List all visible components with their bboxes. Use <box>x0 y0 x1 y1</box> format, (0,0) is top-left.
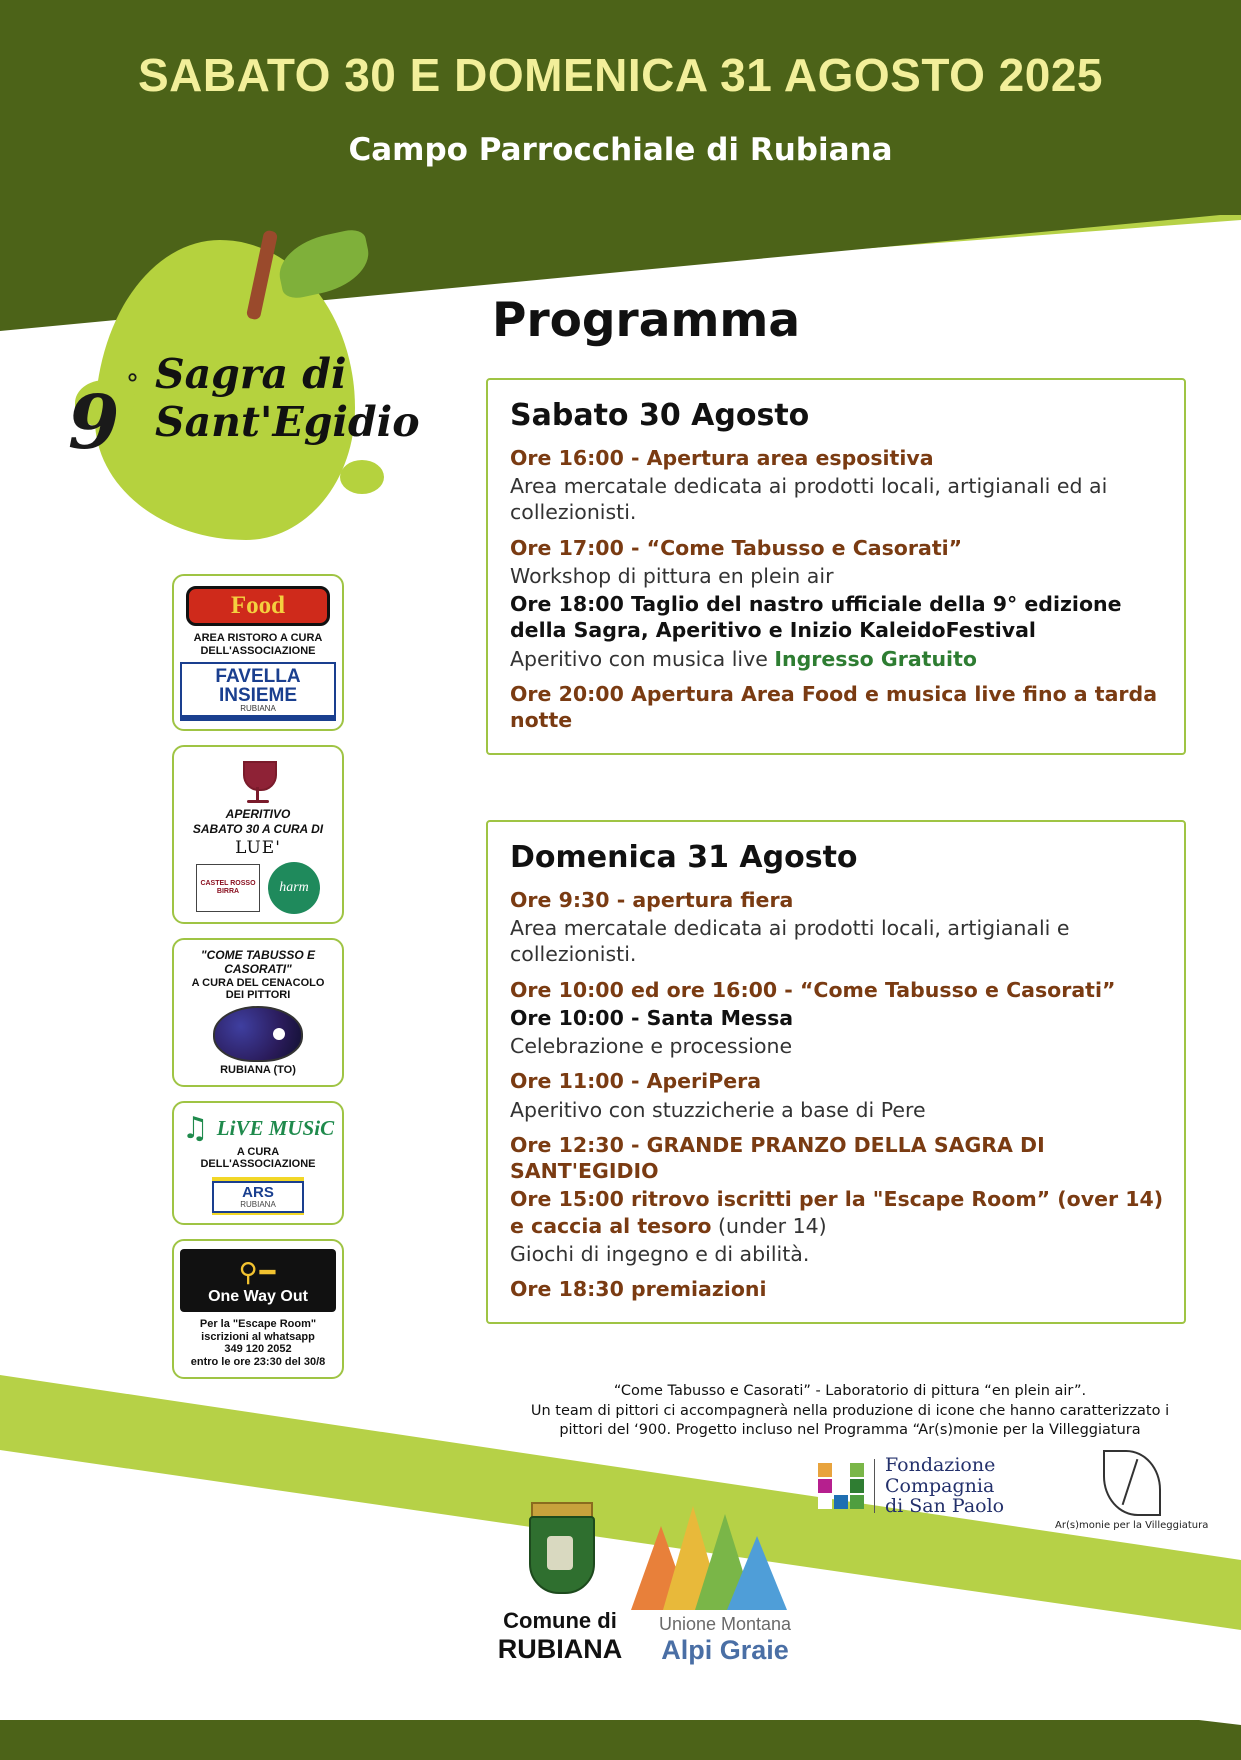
favella-sub: RUBIANA <box>240 704 276 714</box>
page-subtitle: Campo Parrocchiale di Rubiana <box>348 132 893 168</box>
armonie-caption: Ar(s)monie per la Villeggiatura <box>1055 1520 1209 1531</box>
comune-line1: Comune di <box>503 1608 617 1633</box>
armonie-villeggiatura-logo <box>1055 1450 1208 1531</box>
footnote-line3: pittori del ‘900. Progetto incluso nel Programma “Ar(s)monie per la Villeggiatura <box>559 1422 1141 1439</box>
schedule-entry: Ore 17:00 - “Come Tabusso e Casorati” <box>510 535 963 560</box>
sagra-title <box>155 350 420 447</box>
charm-logo: harm <box>268 862 320 914</box>
schedule-entry-suffix: (under 14) <box>711 1213 827 1238</box>
food-badge-label: Food <box>186 586 330 626</box>
footnote <box>500 1382 1200 1441</box>
schedule-entry: Celebrazione e processione <box>510 1034 793 1059</box>
live-music-caption: A CURA DELL'ASSOCIAZIONE <box>200 1145 316 1171</box>
unione-line2: Alpi Graie <box>661 1635 789 1665</box>
comune-line2: RUBIANA <box>497 1634 623 1664</box>
schedule-entry: Ore 12:30 - GRANDE PRANZO DELLA SAGRA DI SANT'EGIDIO <box>510 1132 1045 1184</box>
one-way-out-label: One Way Out <box>208 1288 308 1306</box>
unione-montana-alpi-graie-logo <box>625 1500 825 1666</box>
schedule-entry: Ore 9:30 - apertura fiera <box>510 888 794 912</box>
footnote-line2: Un team di pittori ci accompagnerà nella produzione di icone che hanno caratterizzato i <box>530 1402 1170 1419</box>
sagra-logo <box>40 230 420 560</box>
fcsp-line1: Fondazione <box>885 1454 996 1476</box>
sponsor-card-live-music <box>172 1101 344 1225</box>
ars-line1: ARS <box>242 1184 274 1202</box>
fondazione-compagnia-di-san-paolo-logo <box>818 1455 1004 1517</box>
key-icon: ⚲━ <box>238 1257 278 1288</box>
owo-caption-line2: iscrizioni al whatsapp <box>201 1330 315 1343</box>
schedule-entry-highlight: Ingresso Gratuito <box>774 646 977 671</box>
left-sponsor-column <box>40 230 420 1379</box>
sponsor-card-cenacolo-pittori <box>172 938 344 1087</box>
schedule-entry: Ore 18:30 premiazioni <box>510 1277 767 1302</box>
mountain-peaks-icon <box>625 1500 825 1610</box>
leaf-icon <box>273 227 375 301</box>
fcsp-line3: di San Paolo <box>885 1495 1005 1518</box>
food-caption-line2: DELL'ASSOCIAZIONE <box>200 644 316 657</box>
sponsor-card-one-way-out <box>172 1239 344 1379</box>
schedule-entry: Area mercatale dedicata ai prodotti locali, artigianali e collezionisti. <box>510 916 1070 967</box>
schedule-entry: Ore 20:00 Apertura Area Food e musica live fino a tarda notte <box>510 681 1158 733</box>
day-title-sunday: Domenica 31 Agosto <box>510 840 858 875</box>
schedule-entry <box>510 646 1164 672</box>
paint-palette-icon <box>213 1006 303 1062</box>
schedule-entry: Ore 10:00 - Santa Messa <box>510 1005 794 1030</box>
footnote-line1: “Come Tabusso e Casorati” - Laboratorio di pittura “en plein air”. <box>613 1383 1087 1399</box>
sagra-title-line1: Sagra di <box>155 350 347 398</box>
schedule-entry: Ore 11:00 - AperiPera <box>510 1069 762 1094</box>
tabusso-caption-line3: A CURA DEL CENACOLO <box>191 976 325 989</box>
wine-glass-icon <box>235 755 281 805</box>
sponsor-card-food <box>172 574 344 731</box>
schedule-entry: Ore 16:00 - Apertura area espositiva <box>510 446 934 470</box>
programma-day-sunday <box>486 820 1186 1324</box>
fcsp-line2: Compagnia <box>885 1474 995 1497</box>
live-music-label: LiVE MUSiC <box>216 1115 335 1140</box>
owo-phone[interactable]: 349 120 2052 <box>224 1343 292 1356</box>
programma-heading: Programma <box>492 293 801 348</box>
edition-degree-symbol: ° <box>126 370 139 400</box>
castel-rosso-logo: CASTEL ROSSO BIRRA <box>196 864 260 912</box>
schedule-entry <box>510 1186 1164 1238</box>
ars-sub: RUBIANA <box>240 1199 276 1209</box>
schedule-entry: Aperitivo con stuzzicherie a base di Pere <box>510 1097 926 1122</box>
owo-caption-line1: Per la "Escape Room" <box>199 1318 317 1331</box>
page-title: SABATO 30 E DOMENICA 31 AGOSTO 2025 <box>137 49 1104 101</box>
divider <box>874 1459 875 1513</box>
favella-line2: INSIEME <box>218 685 298 707</box>
schedule-entry: Ore 10:00 ed ore 16:00 - “Come Tabusso e Casorati” <box>510 977 1116 1002</box>
sagra-title-line2: Sant'Egidio <box>155 398 420 447</box>
food-caption-line1: AREA RISTORO A CURA <box>193 632 323 644</box>
tabusso-caption-line1: "COME TABUSSO E <box>200 948 316 963</box>
tabusso-caption-line4: DEI PITTORI <box>225 989 291 1002</box>
schedule-entry: Workshop di pittura en plein air <box>510 563 834 588</box>
header-band <box>0 0 1241 215</box>
edition-number: 9 <box>68 380 120 466</box>
schedule-entry-text: Ore 15:00 ritrovo iscritti per la "Escape Room” (over 14) e caccia al tesoro <box>510 1187 1164 1238</box>
lue-logo-label: LUE' <box>235 838 281 859</box>
unione-line1: Unione Montana <box>658 1614 792 1634</box>
aperitivo-caption-line2: SABATO 30 A CURA DI <box>192 821 324 836</box>
tabusso-caption-line2: CASORATI" <box>224 962 292 977</box>
schedule-entry: Area mercatale dedicata ai prodotti locali, artigianali ed ai collezionisti. <box>510 474 1108 525</box>
ars-rubiana-logo <box>212 1177 304 1215</box>
schedule-entry: Ore 18:00 Taglio del nastro ufficiale della 9° edizione della Sagra, Aperitivo e Inizio KaleidoFestival <box>510 592 1122 643</box>
schedule-entry-text: Aperitivo con musica live <box>510 646 775 671</box>
schedule-entry: Giochi di ingegno e di abilità. <box>510 1241 810 1266</box>
music-note-icon: ♫ <box>181 1110 209 1146</box>
comune-di-rubiana-logo <box>470 1500 650 1665</box>
crest-icon <box>517 1500 603 1604</box>
aperitivo-caption-line1: APERITIVO <box>225 807 291 822</box>
sponsor-card-aperitivo <box>172 745 344 924</box>
day-title-saturday: Sabato 30 Agosto <box>510 398 810 433</box>
fcsp-label <box>885 1455 1004 1517</box>
owo-caption-line4: entro le ore 23:30 del 30/8 <box>190 1356 326 1369</box>
leaf-icon <box>1103 1450 1161 1516</box>
favella-insieme-logo <box>180 662 336 721</box>
tabusso-org-sub: RUBIANA (TO) <box>220 1064 296 1077</box>
paint-splat-icon <box>340 460 384 494</box>
favella-line1: FAVELLA <box>215 666 301 688</box>
programma-day-saturday <box>486 378 1186 755</box>
